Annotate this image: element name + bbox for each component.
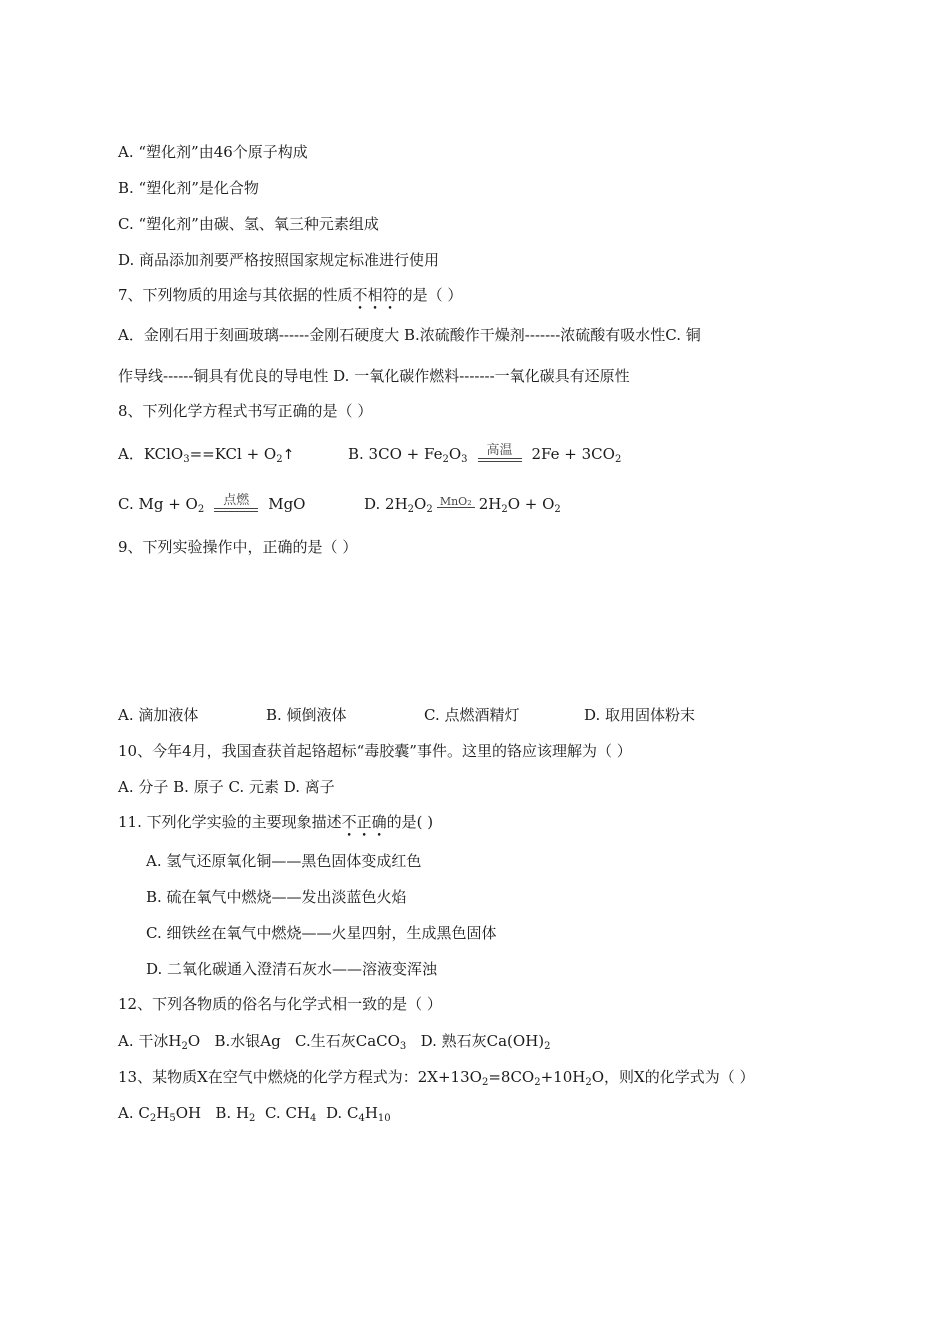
subscript: 2 [481, 1077, 489, 1088]
q11-stem-after: 的是( ) [386, 813, 434, 831]
condition-label: MnO₂ [439, 495, 472, 508]
reaction-condition [476, 445, 524, 465]
subscript: 2 [407, 504, 415, 515]
q9-option-c: C. 点燃酒精灯 [424, 706, 520, 724]
q12-option-a: A. 干冰H [118, 1032, 182, 1050]
q6-option-a: A. “塑化剂”由46个原子构成 [118, 143, 308, 161]
q7-options-line2: 作导线------铜具有优良的导电性 D. 一氧化碳作燃料-------一氧化碳具有还原性 [118, 367, 630, 385]
reaction-condition [212, 495, 260, 515]
q9-option-a: A. 滴加液体 [118, 706, 199, 724]
q8-option-d [364, 494, 561, 515]
q7-stem [118, 285, 462, 305]
q13-options [118, 1103, 391, 1123]
q9-stem: 9、下列实验操作中，正确的是（ ） [118, 538, 358, 556]
q13-option-a: OH [175, 1104, 202, 1122]
q6-option-b: B. “塑化剂”是化合物 [118, 179, 259, 197]
q10-stem: 10、今年4月，我国查获首起铬超标“毒胶囊”事件。这里的铬应该理解为（ ） [118, 742, 632, 760]
q7-stem-before: 7、下列物质的用途与其依据的性质 [118, 286, 353, 304]
subscript: 2 [614, 454, 622, 465]
subscript: 2 [585, 1077, 592, 1088]
q11-emphasis-char: 正 [356, 813, 372, 831]
q8-d-text: D. 2H [364, 495, 408, 513]
q11-stem-before: 11. 下列化学实验的主要现象描述 [118, 813, 342, 831]
q13-option-d: H [364, 1104, 378, 1122]
q13-option-b: B. H [215, 1104, 250, 1122]
q11-option-b: B. 硫在氧气中燃烧——发出淡蓝色火焰 [146, 888, 407, 906]
q13-stem-text: 13、某物质X在空气中燃烧的化学方程式为：2X+13O [118, 1068, 482, 1086]
subscript: 2 [501, 504, 508, 515]
subscript: 10 [377, 1113, 391, 1124]
subscript: 2 [181, 1041, 188, 1052]
q13-stem-text: =8CO [488, 1068, 535, 1086]
q11-option-d: D. 二氧化碳通入澄清石灰水——溶液变浑浊 [146, 960, 438, 978]
subscript: 2 [149, 1113, 157, 1124]
q6-option-d: D. 商品添加剂要严格按照国家规定标准进行使用 [118, 251, 440, 269]
q13-stem-text: +10H [540, 1068, 586, 1086]
q8-c-text: MgO [268, 495, 306, 513]
q7-stem-after: 的是（ ） [397, 286, 463, 304]
reaction-condition [435, 495, 477, 515]
q7-options-line1: A．金刚石用于刻画玻璃------金刚石硬度大 B.浓硫酸作干燥剂-------浓硫酸有吸水性C. 铜 [118, 326, 701, 344]
q12-option-c: C.生石灰CaCO [295, 1032, 400, 1050]
q12-option-a: O [187, 1032, 201, 1050]
q7-emphasis-char: 不 [352, 286, 368, 304]
q12-stem: 12、下列各物质的俗名与化学式相一致的是（ ） [118, 995, 442, 1013]
subscript: 3 [183, 454, 190, 465]
q11-option-a: A. 氢气还原氧化铜——黑色固体变成红色 [146, 852, 422, 870]
subscript: 2 [534, 1077, 541, 1088]
q13-stem [118, 1067, 754, 1087]
subscript: 2 [249, 1113, 256, 1124]
q8-c-text: C. Mg + O [118, 495, 198, 513]
q8-b-text: B. 3CO + Fe [348, 445, 443, 463]
subscript: 4 [310, 1113, 317, 1124]
subscript: 2 [554, 504, 561, 515]
q11-option-c: C. 细铁丝在氧气中燃烧——火星四射，生成黑色固体 [146, 924, 497, 942]
q8-b-text: O [448, 445, 462, 463]
q8-d-text: O + O [507, 495, 555, 513]
q8-option-b [348, 444, 621, 465]
subscript: 2 [544, 1041, 551, 1052]
subscript: 3 [461, 454, 468, 465]
q11-stem [118, 812, 433, 832]
q8-b-text: 2Fe + 3CO [531, 445, 615, 463]
q13-stem-text: O，则X的化学式为（ ） [591, 1068, 755, 1086]
condition-label: 高温 [486, 443, 513, 458]
q8-a-text: A．KClO [118, 445, 184, 463]
q9-option-b: B. 倾倒液体 [266, 706, 347, 724]
q11-emphasis-char: 不 [341, 813, 357, 831]
q11-emphasis-char: 确 [371, 813, 387, 831]
q13-option-a: A. C [118, 1104, 150, 1122]
q12-option-b: B.水银Ag [214, 1032, 281, 1050]
condition-label: 点燃 [223, 493, 250, 508]
q13-option-d: D. C [325, 1104, 359, 1122]
q7-emphasis-char: 相 [367, 286, 383, 304]
subscript: 2 [426, 504, 433, 515]
gas-arrow-icon: ↑ [282, 447, 295, 463]
subscript: 2 [276, 454, 283, 465]
subscript: 2 [197, 504, 205, 515]
q8-a-text: ==KCl + O [189, 445, 277, 463]
q8-d-text: O [414, 495, 427, 513]
subscript: 2 [442, 454, 449, 465]
q12-option-d: D. 熟石灰Ca(OH) [420, 1032, 545, 1050]
q6-option-c: C. “塑化剂”由碳、氢、氧三种元素组成 [118, 215, 379, 233]
q13-option-a: H [156, 1104, 170, 1122]
q8-d-text: 2H [478, 495, 502, 513]
q7-emphasis-char: 符 [382, 286, 398, 304]
q13-option-c: C. CH [264, 1104, 311, 1122]
q8-option-c [118, 494, 305, 515]
subscript: 5 [169, 1113, 176, 1124]
q8-stem: 8、下列化学方程式书写正确的是（ ） [118, 402, 373, 420]
q9-option-d: D. 取用固体粉末 [584, 706, 696, 724]
q10-options: A. 分子 B. 原子 C. 元素 D. 离子 [118, 778, 335, 796]
q12-options [118, 1031, 551, 1051]
q8-option-a [118, 444, 294, 465]
subscript: 4 [358, 1113, 365, 1124]
subscript: 3 [399, 1041, 407, 1052]
